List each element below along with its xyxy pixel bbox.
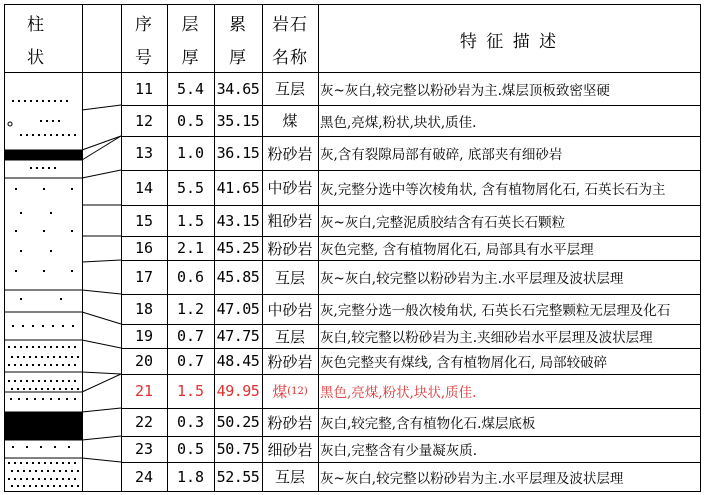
row-rock-name-text: 互层	[274, 327, 305, 346]
row-cumulative-text: 35.15	[216, 111, 260, 130]
row-cumulative-text: 49.95	[216, 382, 260, 400]
row-rock-name-text: 粉砂岩	[267, 144, 313, 163]
row-description-text: 灰,完整分选中等次棱角状, 含有植物屑化石, 石英长石为主	[320, 181, 666, 198]
row-rock-name-text: 互层	[274, 468, 305, 486]
header-column-line1: 柱	[27, 15, 45, 35]
row-thickness-text: 5.4	[176, 79, 205, 98]
row-description-text: 灰色完整, 含有植物屑化石, 局部具有水平层理	[320, 242, 594, 258]
row-thickness-text: 0.7	[176, 327, 205, 345]
header-cumulative-line2: 厚	[229, 48, 247, 68]
row-rock-name-text: 细砂岩	[267, 440, 313, 459]
correlation-line	[82, 458, 121, 462]
row-thickness-text: 0.6	[176, 268, 205, 286]
row-thickness-text: 5.5	[176, 178, 205, 197]
correlation-line	[82, 105, 121, 110]
header-description-label: 特 征 描 述	[459, 31, 559, 52]
row-description-text: 灰白,完整含有少量凝灰质.	[320, 443, 478, 459]
row-seq-text: 20	[134, 352, 154, 370]
row-seq-text: 17	[134, 268, 154, 286]
row-seq-text: 24	[134, 467, 154, 486]
row-cumulative-text: 36.15	[216, 144, 260, 162]
row-cumulative-text: 50.25	[216, 413, 260, 431]
row-description-text: 灰~灰白,较完整以粉砂岩为主.煤层顶板致密坚硬	[320, 82, 610, 99]
row-cumulative-text: 41.65	[216, 178, 260, 197]
row-thickness-text: 2.1	[176, 239, 205, 257]
row-rock-name-text: 粉砂岩	[267, 413, 313, 432]
row-seq-text: 21	[134, 382, 154, 400]
row-cumulative-text: 47.05	[216, 300, 260, 318]
row-cumulative-text: 47.75	[216, 327, 260, 345]
correlation-line	[82, 170, 121, 178]
header-rock-name-line2: 名称	[272, 48, 308, 68]
correlation-line	[82, 290, 121, 294]
row-cumulative-text: 34.65	[216, 79, 260, 98]
row-thickness-text: 1.2	[176, 300, 205, 318]
row-thickness-text: 1.8	[176, 467, 205, 486]
row-rock-name-text: 粗砂岩	[267, 212, 313, 230]
row-description-text: 灰~灰白,较完整以粉砂岩为主.水平层理及波状层理	[320, 271, 624, 287]
correlation-line	[82, 260, 121, 262]
row-description-text: 灰白,较完整,含有植物化石.煤层底板	[320, 416, 536, 432]
header-thickness-line1: 层	[181, 15, 200, 35]
correlation-line	[82, 374, 121, 392]
row-rock-name-text: 中砂岩	[267, 300, 313, 319]
row-description-text: 黑色,亮煤,粉状,块状,质佳.	[320, 114, 477, 131]
row-rock-name-text: 中砂岩	[267, 179, 313, 197]
row-rock-name-text: 粉砂岩	[267, 239, 313, 258]
correlation-line	[82, 312, 121, 324]
row-rock-name-text: 煤	[282, 112, 298, 130]
header-seq-line1: 序	[135, 15, 153, 35]
row-cumulative-text: 52.55	[216, 467, 260, 486]
row-thickness-text: 1.5	[176, 382, 205, 400]
row-cumulative-text: 45.25	[216, 239, 260, 257]
row-description-text: 灰白,较完整以粉砂岩为主.夹细砂岩水平层理及波状层理	[320, 330, 653, 346]
row-cumulative-text: 43.15	[216, 211, 260, 230]
row-description-text: 灰~灰白,完整泥质胶结含有石英长石颗粒	[320, 214, 566, 231]
row-thickness-text: 0.3	[176, 413, 205, 431]
correlation-line	[82, 436, 121, 440]
row-seq-text: 22	[134, 413, 154, 431]
header-cumulative-line1: 累	[229, 15, 247, 35]
row-rock-name-seam-number: (12)	[287, 385, 308, 397]
row-thickness-text: 0.5	[176, 111, 205, 130]
row-cumulative-text: 45.85	[216, 268, 260, 286]
row-seq-text: 15	[134, 211, 154, 230]
correlation-line	[82, 372, 121, 374]
row-thickness-text: 0.7	[176, 352, 205, 370]
row-seq-text: 12	[134, 111, 154, 130]
row-description-text: 灰,完整分选一般次棱角状, 石英长石完整颗粒无层理及化石	[320, 303, 671, 319]
row-description-text: 灰,含有裂隙局部有破碎, 底部夹有细砂岩	[320, 147, 563, 163]
row-cumulative-text: 48.45	[216, 352, 260, 370]
row-seq-text: 19	[134, 327, 154, 345]
row-rock-name-text: 粉砂岩	[267, 352, 313, 371]
correlation-line	[82, 408, 121, 412]
header-thickness-line2: 厚	[181, 48, 200, 68]
row-thickness-text: 0.5	[176, 440, 205, 458]
correlation-line	[82, 340, 121, 348]
header-seq-line2: 号	[135, 48, 153, 68]
row-thickness-text: 1.5	[176, 211, 205, 230]
row-rock-name-text: 互层	[274, 268, 305, 287]
row-rock-name-text: 互层	[274, 80, 305, 98]
row-seq-text: 14	[134, 178, 154, 197]
row-seq-text: 11	[134, 79, 154, 98]
row-seq-text: 16	[134, 239, 154, 257]
row-seq-text: 18	[134, 300, 154, 318]
header-column-line2: 状	[27, 48, 45, 68]
row-thickness-text: 1.0	[176, 144, 205, 162]
row-description-text: 黑色,亮煤,粉状,块状,质佳.	[320, 385, 477, 401]
header-rock-name-line1: 岩石	[272, 15, 308, 35]
row-description-text: 灰色完整夹有煤线, 含有植物屑化石, 局部较破碎	[320, 355, 608, 371]
row-seq-text: 13	[134, 144, 154, 162]
row-description-text: 灰~灰白,较完整以粉砂岩为主.水平层理及波状层理	[320, 470, 624, 487]
row-cumulative-text: 50.75	[216, 440, 260, 458]
row-rock-name-text: 煤	[272, 382, 288, 401]
row-seq-text: 23	[134, 440, 154, 458]
